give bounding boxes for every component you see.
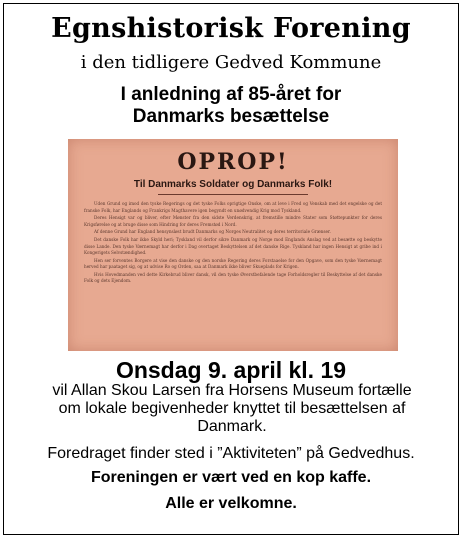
organization-title: Egnshistorisk Forening (51, 13, 411, 44)
proclamation-paragraph: Deres Hensigt var og bliver, efter Mønster fra den sidste Verdenskrig, at fremstille mindre Stater som Støttepunkter for deres Krigsførelse og at bruge disse som Hindring for deres Fremstød i Nord. (84, 215, 382, 227)
event-venue: Foredraget finder sted i ”Aktiviteten” på Gedvedhus. (47, 445, 415, 462)
event-description-line: Danmark. (197, 418, 267, 435)
event-date: Onsdag 9. april kl. 19 (115, 357, 347, 383)
proclamation-paragraph: Uden Grund og imod den tyske Regerings og det tyske Folks oprigtige Onske, om at leve i Fred og Venskab med det engelske og det franske Folk, har Englands og Frankrigs Magthavere igen begyndt en unødvendig Krig mod Tyskland. (84, 201, 382, 213)
event-description-line: vil Allan Skou Larsen fra Horsens Museum fortælle (52, 382, 412, 399)
proclamation-divider (158, 194, 308, 195)
event-description (22, 382, 442, 436)
occasion-heading (4, 84, 458, 128)
poster (3, 3, 459, 535)
proclamation-image (68, 139, 398, 351)
proclamation-paragraph: Hvis Hovedmanden ved dette Kirkebrud bliver dansk, vil den tyske Øverstbefalende tage Forholdsregler til Beskyttelse af det danske Folk og dets Ejendom. (84, 271, 382, 284)
proclamation-paragraph: Af denne Grund har England hensynsløst brudt Danmarks og Norges Neutralitet og deres territoriale Grænser. (94, 229, 331, 235)
proclamation-paragraph: Det danske Folk har ikke Skyld heri; Tyskland vil derfor sikre Danmark og Norge mod Englands Anslag ved at besætte og beskytte disse Lande. Den tyske Værnemagt har derfor i Dag overtaget Beskyttelsen af det danske Rige. Tyskland har ingen Hensigt at gribe ind i Kongerigets Selvstændighed. (84, 237, 382, 256)
proclamation-body (84, 201, 382, 286)
occasion-line-1: I anledning af 85-året for (120, 84, 342, 105)
welcome-note: Alle er velkomne. (165, 495, 297, 512)
proclamation-title: OPROP! (177, 149, 289, 175)
organization-subtitle: i den tidligere Gedved Kommune (80, 52, 382, 73)
occasion-line-2: Danmarks besættelse (132, 106, 330, 127)
coffee-note: Foreningen er vært ved en kop kaffe. (90, 469, 372, 486)
proclamation-heading: Til Danmarks Soldater og Danmarks Folk! (133, 179, 333, 190)
proclamation-paragraph: Hen ser forventes Borgere at vise den danske og den norske Regering deres Forstaaelse for den Opgave, som den tyske Værnemagt herved har paataget sig, og at udvise Ro og Orden, saa at Danmark ikke bliver Skueplads for Krigen. (84, 257, 382, 270)
event-description-line: om lokale begivenheder knyttet til besættelsen af (58, 400, 406, 417)
